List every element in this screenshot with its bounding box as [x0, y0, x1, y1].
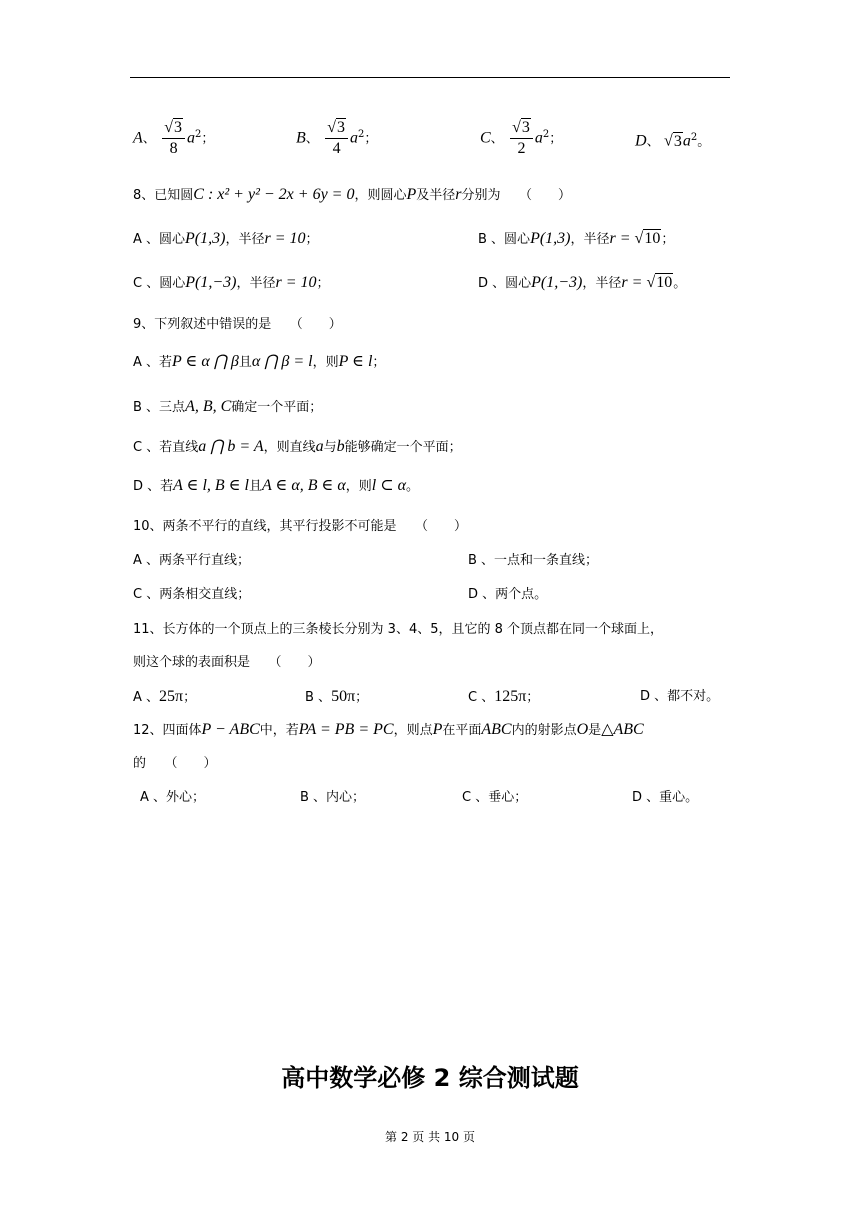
math: P − ABC — [201, 721, 260, 738]
q8-text: ，则圆心 — [354, 188, 407, 203]
text: ，则 — [345, 479, 372, 494]
variable: a — [187, 129, 196, 147]
denominator: 8 — [169, 140, 178, 157]
punct: ； — [526, 690, 540, 705]
radius: r = 10 — [264, 230, 306, 247]
punct: ； — [364, 131, 378, 147]
sqrt: √10 — [634, 230, 661, 247]
q8-p: P — [406, 186, 417, 203]
punct: ； — [201, 131, 215, 147]
q10-option-b: B 、一点和一条直线； — [468, 553, 599, 568]
separator: 、 — [142, 131, 156, 147]
option-label: A 、圆心 — [133, 232, 186, 247]
fraction: $\frac{√3}{2}$ — [510, 118, 533, 159]
radicand: 10 — [644, 230, 661, 247]
center: P(1,3) — [185, 230, 226, 247]
answer-blank: （ ） — [518, 188, 571, 203]
q11-text: 则这个球的表面积是 — [133, 655, 251, 670]
radius-label: ，半径 — [582, 276, 622, 291]
math: P — [432, 721, 443, 738]
text: 中，若 — [259, 723, 299, 738]
q8-text2: 及半径 — [416, 188, 456, 203]
q9-option-d — [133, 476, 419, 497]
option-letter: C — [480, 129, 491, 147]
punct: ； — [355, 690, 369, 705]
text: 且 — [249, 479, 263, 494]
q11-option-a — [133, 687, 196, 708]
answer-blank: （ ） — [415, 519, 468, 534]
answer-blank: （ ） — [268, 655, 321, 670]
option-label: C 、若直线 — [133, 440, 199, 455]
radius-prefix: r = — [621, 274, 647, 291]
math: A, B, C — [185, 398, 232, 415]
separator: 、 — [646, 134, 660, 150]
radius-label: ，半径 — [570, 232, 610, 247]
separator: 、 — [490, 131, 504, 147]
section-title: 高中数学必修 2 综合测试题 — [281, 1064, 579, 1092]
math: α ⋂ β = l — [251, 353, 313, 370]
header-rule — [130, 77, 730, 78]
sqrt: √3 — [664, 132, 682, 150]
separator: 、 — [305, 131, 319, 147]
math: P ∈ l — [338, 353, 373, 370]
q12-option-b: B 、内心； — [300, 790, 366, 805]
q10-option-d: D 、两个点。 — [468, 587, 548, 602]
option-label: C 、 — [468, 690, 495, 705]
text: 能够确定一个平面； — [344, 440, 462, 455]
exponent: 2 — [542, 128, 550, 140]
q7-option-d — [635, 128, 710, 153]
q9-option-a — [133, 352, 385, 373]
q8-option-d — [478, 273, 686, 294]
option-letter: D — [635, 132, 647, 150]
radius-label: ，半径 — [225, 232, 265, 247]
text: ，则直线 — [263, 440, 316, 455]
q9-stem — [133, 314, 342, 335]
q7-option-c — [480, 118, 562, 159]
variable: a — [682, 132, 691, 150]
option-letter: B — [296, 129, 306, 147]
q12-option-d: D 、重心。 — [632, 790, 699, 805]
math: b — [336, 438, 345, 455]
text: 12、四面体 — [133, 723, 202, 738]
q8-number: 8、已知圆 — [133, 188, 194, 203]
math: PA = PB = PC — [298, 721, 394, 738]
variable: a — [350, 129, 359, 147]
radius-label: ，半径 — [236, 276, 276, 291]
q12-stem-line2 — [133, 753, 216, 774]
math: A ∈ l, B ∈ l — [173, 477, 249, 494]
center: P(1,−3) — [531, 274, 583, 291]
math: △ABC — [601, 721, 644, 738]
math: a ⋂ b = A — [198, 438, 264, 455]
option-label: D 、若 — [133, 479, 174, 494]
answer-blank: （ ） — [289, 317, 342, 332]
value: 50π — [331, 688, 356, 705]
option-label: B 、 — [305, 690, 332, 705]
punct: ； — [372, 355, 386, 370]
text: 是 — [588, 723, 602, 738]
q8-stem — [133, 185, 571, 206]
q11-option-b — [305, 687, 368, 708]
numerator: 3 — [174, 119, 183, 136]
math: a — [315, 438, 324, 455]
variable: a — [534, 129, 543, 147]
value: 125π — [494, 688, 527, 705]
numerator: 3 — [337, 119, 346, 136]
math: l ⊂ α — [371, 477, 407, 494]
q11-stem-line1: 11、长方体的一个顶点上的三条棱长分别为 3、4、5，且它的 8 个顶点都在同一个球面上， — [133, 622, 664, 637]
numerator: 3 — [521, 119, 530, 136]
q9-option-b — [133, 397, 322, 418]
q7-option-a — [133, 118, 214, 159]
math: ABC — [481, 721, 512, 738]
q10-option-a: A 、两条平行直线； — [133, 553, 251, 568]
option-label: D 、圆心 — [478, 276, 532, 291]
page-footer: 第 2 页 共 10 页 — [385, 1130, 475, 1144]
text: 确定一个平面； — [231, 400, 323, 415]
denominator: 2 — [517, 140, 526, 157]
q10-option-c: C 、两条相交直线； — [133, 587, 251, 602]
option-label: B 、圆心 — [478, 232, 531, 247]
exponent: 2 — [690, 132, 698, 143]
q11-option-c — [468, 687, 539, 708]
punct: 。 — [697, 134, 711, 150]
option-label: B 、三点 — [133, 400, 186, 415]
answer-blank: （ ） — [164, 756, 217, 771]
math: A ∈ α, B ∈ α — [262, 477, 346, 494]
center: P(1,−3) — [185, 274, 237, 291]
q8-r: r — [455, 186, 462, 203]
value: 25π — [159, 688, 184, 705]
sqrt: √10 — [646, 274, 673, 291]
q11-stem-line2 — [133, 652, 320, 673]
center: P(1,3) — [530, 230, 571, 247]
text: 的 — [133, 756, 147, 771]
q8-option-b — [478, 229, 674, 250]
q8-option-c — [133, 273, 330, 294]
q11-option-d: D 、都不对。 — [640, 689, 720, 704]
punct: ； — [316, 276, 330, 291]
exponent: 2 — [195, 128, 202, 140]
text: 内的射影点 — [511, 723, 577, 738]
text: ，则点 — [393, 723, 433, 738]
q8-text3: 分别为 — [461, 188, 501, 203]
denominator: 4 — [332, 140, 341, 157]
radicand: 3 — [673, 132, 682, 150]
q12-stem-line1 — [133, 720, 644, 741]
q8-option-a — [133, 229, 319, 250]
q9-option-c — [133, 437, 462, 458]
q7-option-b — [296, 118, 377, 159]
punct: 。 — [673, 276, 687, 291]
q8-equation: C : x² + y² − 2x + 6y = 0 — [193, 186, 355, 203]
option-label: C 、圆心 — [133, 276, 186, 291]
punct: ； — [661, 232, 675, 247]
radius-prefix: r = — [609, 230, 635, 247]
radicand: 10 — [656, 274, 673, 291]
radius: r = 10 — [275, 274, 317, 291]
q12-option-a: A 、外心； — [140, 790, 206, 805]
text: ，则 — [312, 355, 339, 370]
fraction: $\frac{√3}{4}$ — [325, 118, 348, 159]
option-letter: A — [133, 129, 143, 147]
text: 在平面 — [442, 723, 482, 738]
text: 与 — [323, 440, 337, 455]
q10-stem — [133, 516, 467, 537]
punct: ； — [305, 232, 319, 247]
math: O — [576, 721, 589, 738]
q12-option-c: C 、垂心； — [462, 790, 528, 805]
exponent: 2 — [358, 128, 365, 140]
q10-text: 10、两条不平行的直线，其平行投影不可能是 — [133, 519, 397, 534]
punct: ； — [183, 690, 197, 705]
option-label: A 、若 — [133, 355, 173, 370]
math: P ∈ α ⋂ β — [172, 353, 239, 370]
fraction: $\frac{√3}{8}$ — [162, 118, 185, 159]
punct: 。 — [406, 479, 420, 494]
q9-text: 9、下列叙述中错误的是 — [133, 317, 272, 332]
punct: ； — [549, 131, 563, 147]
text: 且 — [238, 355, 252, 370]
option-label: A 、 — [133, 690, 160, 705]
